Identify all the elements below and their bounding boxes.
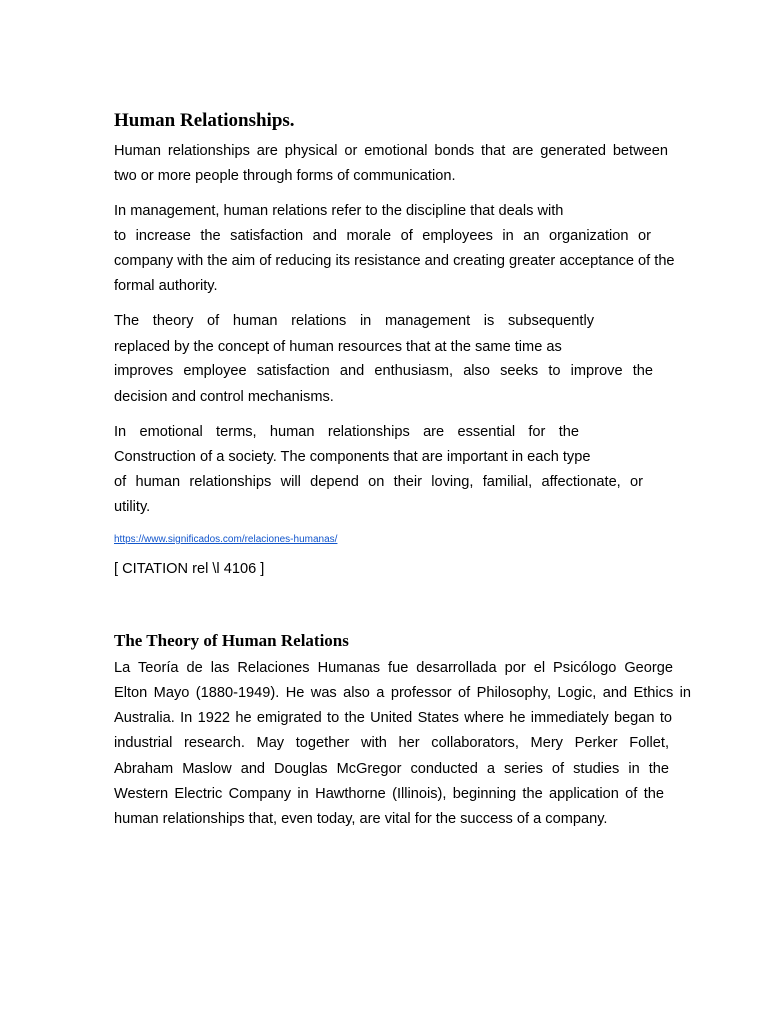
paragraph-line: Human relationships are physical or emotional bonds that are generated between [114,143,668,159]
paragraph-line: to increase the satisfaction and morale of employees in an organization or [114,228,651,244]
paragraph-line: La Teoría de las Relaciones Humanas fue desarrollada por el Psicólogo George [114,660,673,676]
paragraph-line: human relationships that, even today, are vital for the success of a company. [114,811,608,827]
paragraph-line: two or more people through forms of communication. [114,168,456,184]
source-link[interactable]: https://www.significados.com/relaciones-humanas/ [114,534,338,545]
paragraph-line: Western Electric Company in Hawthorne (Illinois), beginning the application of the [114,786,664,802]
paragraph-line: improves employee satisfaction and enthusiasm, also seeks to improve the [114,363,653,379]
paragraph-line: industrial research. May together with her collaborators, Mery Perker Follet, [114,735,669,751]
paragraph-line: company with the aim of reducing its resistance and creating greater acceptance of the [114,253,675,269]
section-heading-human-relationships: Human Relationships. [114,110,295,131]
paragraph-line: In emotional terms, human relationships are essential for the [114,424,579,440]
paragraph-line: utility. [114,499,151,515]
paragraph-line: Abraham Maslow and Douglas McGregor conducted a series of studies in the [114,761,669,777]
citation-field: [ CITATION rel \l 4106 ] [114,561,265,577]
paragraph-line: of human relationships will depend on their loving, familial, affectionate, or [114,474,643,490]
paragraph-line: Elton Mayo (1880-1949). He was also a professor of Philosophy, Logic, and Ethics in [114,685,691,701]
paragraph-line: replaced by the concept of human resources that at the same time as [114,339,562,355]
section-heading-theory-of-human-relations: The Theory of Human Relations [114,631,349,650]
paragraph-line: In management, human relations refer to the discipline that deals with [114,203,564,219]
paragraph-line: The theory of human relations in management is subsequently [114,313,594,329]
paragraph-line: formal authority. [114,278,218,294]
paragraph-line: decision and control mechanisms. [114,389,334,405]
paragraph-line: Construction of a society. The components that are important in each type [114,449,591,465]
paragraph-line: Australia. In 1922 he emigrated to the United States where he immediately began to [114,710,672,726]
